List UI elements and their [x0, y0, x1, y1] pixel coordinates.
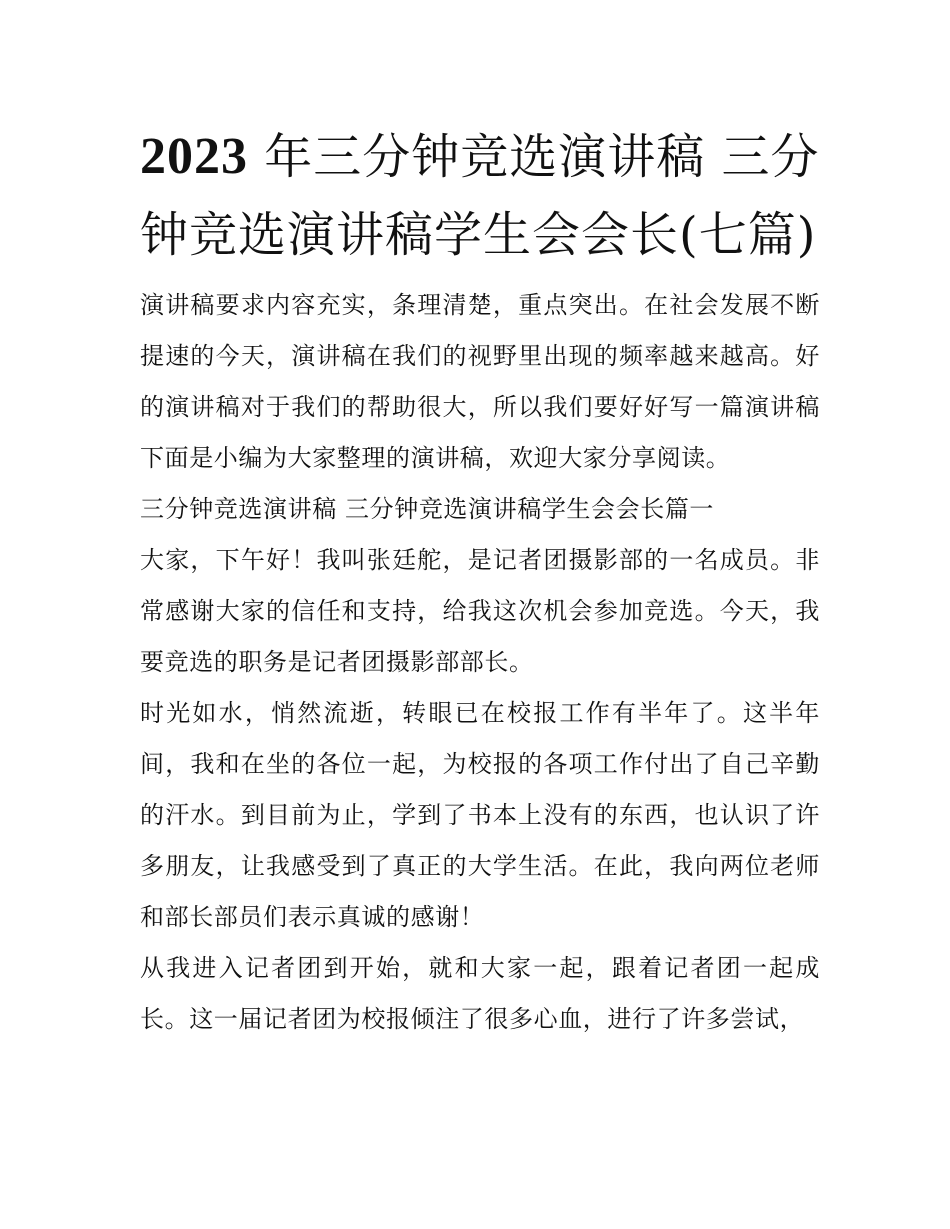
body-paragraph: 时光如水，悄然流逝，转眼已在校报工作有半年了。这半年间，我和在坐的各位一起，为校报的各项工作付出了自己辛勤的汗水。到目前为止，学到了书本上没有的东西，也认识了许多朋友，让我感受到了真正的大学生活。在此，我向两位老师和部长部员们表示真诚的感谢！: [140, 699, 820, 931]
document-title: [140, 118, 820, 274]
title-year: 2023: [140, 128, 248, 185]
section-heading: 三分钟竞选演讲稿 三分钟竞选演讲稿学生会会长篇一: [140, 495, 715, 523]
body-paragraph: 从我进入记者团到开始，就和大家一起，跟着记者团一起成长。这一届记者团为校报倾注了很多心血，进行了许多尝试，: [140, 954, 820, 1033]
title-text: 年三分钟竞选演讲稿 三分钟竞选演讲稿学生会会长(七篇): [140, 129, 820, 263]
intro-paragraph: 演讲稿要求内容充实，条理清楚，重点突出。在社会发展不断提速的今天，演讲稿在我们的视野里出现的频率越来越高。好的演讲稿对于我们的帮助很大，所以我们要好好写一篇演讲稿下面是小编为大家整理的演讲稿，欢迎大家分享阅读。: [140, 291, 820, 472]
document-page: [140, 118, 820, 1045]
body-paragraph: 大家，下午好！我叫张廷舵，是记者团摄影部的一名成员。非常感谢大家的信任和支持，给我这次机会参加竞选。今天，我要竞选的职务是记者团摄影部部长。: [140, 546, 820, 676]
